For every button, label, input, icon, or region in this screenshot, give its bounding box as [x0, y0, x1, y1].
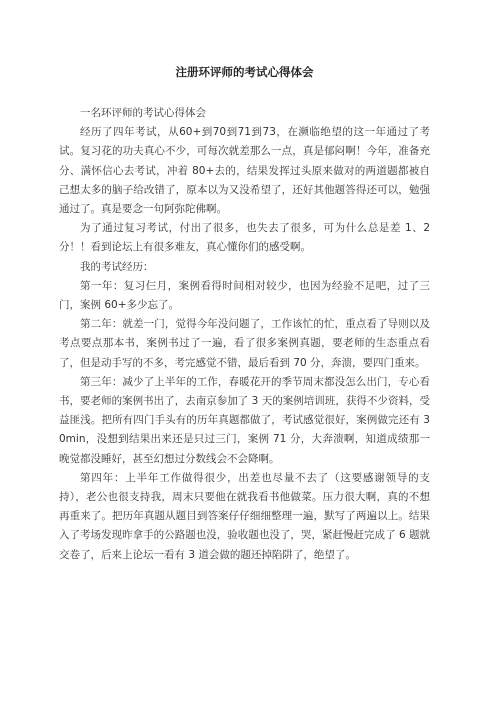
paragraph-year-three: 第三年：减少了上半年的工作，春暖花开的季节周末都没怎么出门，专心看书，要老师的案例书出了，去南京参加了 3 天的案例培训班，获得不少资料，受益匪浅。把所有四门手头有的历年真题都做了，考试感觉很好，案例做完还有 30min，没想到结果出来还是只过三门，案例 71 分，大奔溃啊，知道成绩那一晚觉都没睡好，甚至幻想过分数线会不会降啊。: [59, 375, 430, 465]
paragraph-intro: 经历了四年考试，从60+到70到71到73，在濒临绝望的这一年通过了考试。复习花的功夫真心不少，可每次就差那么一点，真是郁闷啊！今年，准备充分、满怀信心去考试，冲着 80+去的，结果发挥过头原来做对的两道题都被自己想太多的脑子给改错了，原本以为又没希望了，还好其他题答得还可以，勉强通过了。真是要念一句阿弥陀佛啊。: [59, 126, 430, 216]
paragraph-year-one: 第一年：复习仨月，案例看得时间相对较少，也因为经验不足吧，过了三门，案例 60+多少忘了。: [59, 279, 430, 312]
paragraph-subtitle: 一名环评师的考试心得体会: [80, 107, 206, 119]
paragraph-year-four: 第四年：上半年工作做得很少，出差也尽量不去了（这要感谢领导的支持），老公也很支持我，周末只要他在就我看书他做菜。压力很大啊，真的不想再重来了。把历年真题从题目到答案仔仔细细整理一遍，默写了两遍以上。结果入了考场发现昨拿手的公路题也没，验收题也没了，哭，紧赶慢赶完成了 6 题就交卷了，后来上论坛一看有 3 道会做的题还掉陷阱了，绝望了。: [59, 471, 430, 561]
document-title: 注册环评师的考试心得体会: [175, 65, 314, 79]
paragraph-experience-heading: 我的考试经历：: [80, 260, 154, 273]
paragraph-year-two: 第二年：就差一门，觉得今年没问题了，工作该忙的忙，重点看了导则以及考点要点那本书，案例书过了一遍，看了很多案例真题，要老师的生态重点看了，但是动手写的不多，考完感觉不错，最后看到 70 分，奔溃，要四门重来。: [59, 318, 430, 369]
paragraph-effort: 为了通过复习考试，付出了很多，也失去了很多，可为什么总是差 1、2 分！！看到论坛上有很多难友，真心懂你们的感受啊。: [59, 222, 430, 254]
